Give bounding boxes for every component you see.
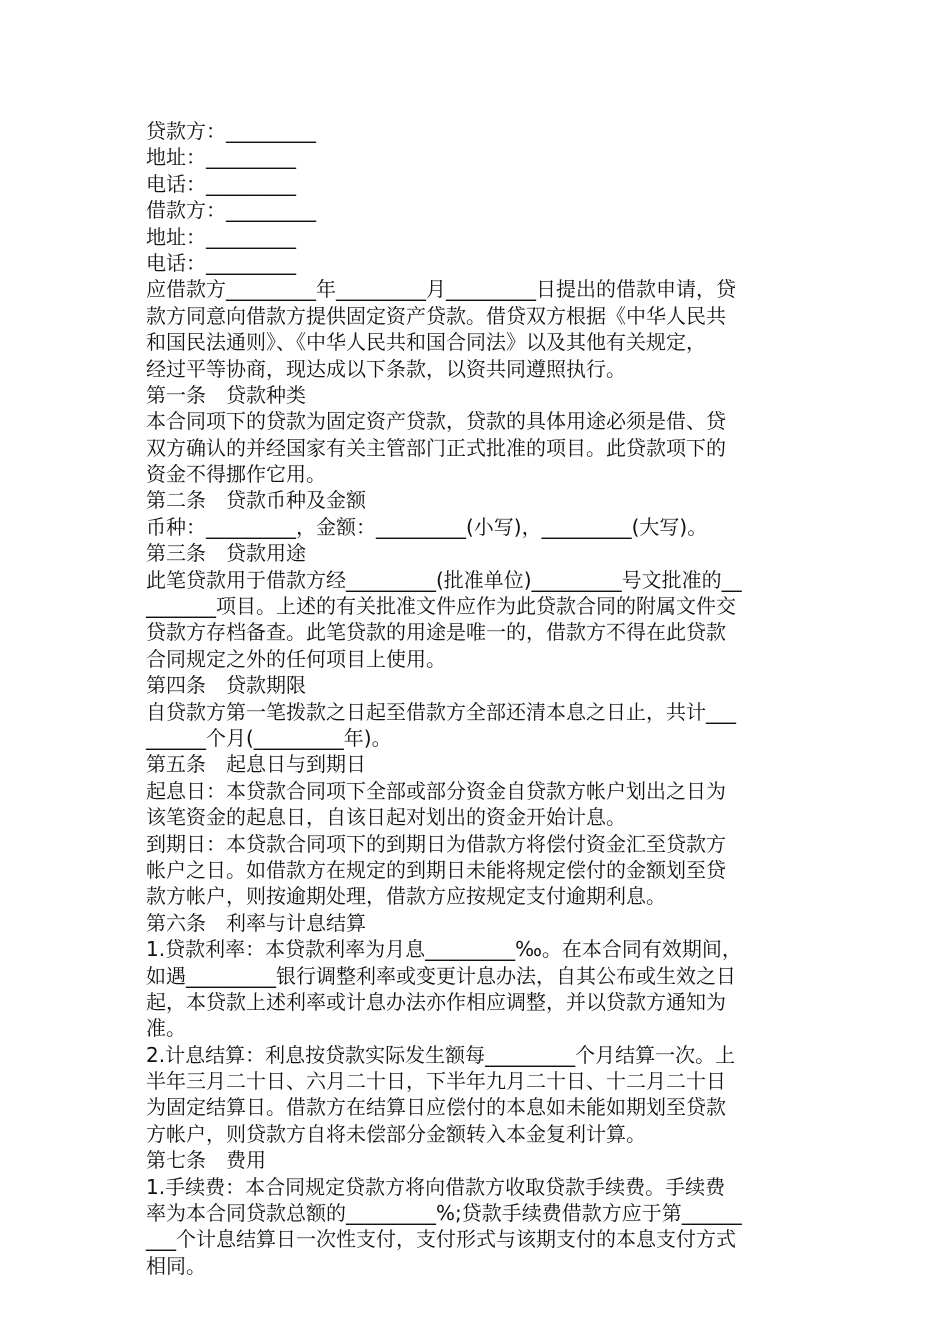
article-3-text: _______项目。上述的有关批准文件应作为此贷款合同的附属文件交 xyxy=(146,594,736,619)
article-5-text: 款方帐户，则按逾期处理，借款方应按规定支付逾期利息。 xyxy=(146,884,666,909)
borrower-phone-line: 电话：_________ xyxy=(146,250,296,275)
contract-document xyxy=(146,118,808,1279)
article-5-text: 到期日：本贷款合同项下的到期日为借款方将偿付资金汇至贷款方 xyxy=(146,831,726,856)
article-1-text: 本合同项下的贷款为固定资产贷款，贷款的具体用途必须是借、贷 xyxy=(146,409,726,434)
article-1-text: 资金不得挪作它用。 xyxy=(146,462,326,487)
article-6-text: 起，本贷款上述利率或计息办法亦作相应调整，并以贷款方通知为 xyxy=(146,989,726,1014)
article-5-text: 该笔资金的起息日，自该日起对划出的资金开始计息。 xyxy=(146,805,626,830)
article-7-heading: 第七条 费用 xyxy=(146,1148,266,1173)
article-6-text: 半年三月二十日、六月二十日，下半年九月二十日、十二月二十日 xyxy=(146,1069,726,1094)
article-6-text: 1.贷款利率：本贷款利率为月息_________‰。在本合同有效期间， xyxy=(146,937,742,962)
article-3-text: 此笔贷款用于借款方经_________(批准单位)_________号文批准的__ xyxy=(146,567,742,592)
article-7-text: 相同。 xyxy=(146,1253,206,1278)
article-2-text: 币种：_________，金额：_________(小写)，_________(大写)。 xyxy=(146,514,708,539)
article-1-heading: 第一条 贷款种类 xyxy=(146,382,306,407)
article-3-heading: 第三条 贷款用途 xyxy=(146,541,306,566)
article-6-text: 准。 xyxy=(146,1016,186,1041)
article-6-text: 如遇_________银行调整利率或变更计息办法，自其公布或生效之日 xyxy=(146,963,736,988)
article-6-text: 方帐户，则贷款方自将未偿部分金额转入本金复利计算。 xyxy=(146,1121,646,1146)
borrower-address-line: 地址：_________ xyxy=(146,224,296,249)
lender-address-line: 地址：_________ xyxy=(146,145,296,170)
article-7-text: ___个计息结算日一次性支付，支付形式与该期支付的本息支付方式 xyxy=(146,1227,736,1252)
article-6-text: 为固定结算日。借款方在结算日应偿付的本息如未能如期划至贷款 xyxy=(146,1095,726,1120)
article-6-heading: 第六条 利率与计息结算 xyxy=(146,910,366,935)
preamble-line: 经过平等协商，现达成以下条款，以资共同遵照执行。 xyxy=(146,356,626,381)
lender-name-line: 贷款方：_________ xyxy=(146,119,316,143)
article-6-text: 2.计息结算：利息按贷款实际发生额每_________个月结算一次。上 xyxy=(146,1042,736,1067)
lender-phone-line: 电话：_________ xyxy=(146,171,296,196)
article-3-text: 贷款方存档备查。此笔贷款的用途是唯一的，借款方不得在此贷款 xyxy=(146,620,726,645)
borrower-name-line: 借款方：_________ xyxy=(146,198,316,223)
article-5-heading: 第五条 起息日与到期日 xyxy=(146,752,366,777)
preamble-line: 和国民法通则》、《中华人民共和国合同法》以及其他有关规定， xyxy=(146,330,706,355)
article-1-text: 双方确认的并经国家有关主管部门正式批准的项目。此贷款项下的 xyxy=(146,435,726,460)
article-4-text: ______个月(_________年)。 xyxy=(146,725,392,750)
article-7-text: 率为本合同贷款总额的_________%;贷款手续费借款方应于第______ xyxy=(146,1201,742,1226)
article-7-text: 1.手续费：本合同规定贷款方将向借款方收取贷款手续费。手续费 xyxy=(146,1174,726,1199)
preamble-line: 应借款方_________年_________月_________日提出的借款申请，贷 xyxy=(146,277,736,302)
article-5-text: 起息日：本贷款合同项下全部或部分资金自贷款方帐户划出之日为 xyxy=(146,778,726,803)
article-4-text: 自贷款方第一笔拨款之日起至借款方全部还清本息之日止，共计___ xyxy=(146,699,736,724)
article-2-heading: 第二条 贷款币种及金额 xyxy=(146,488,366,513)
article-3-text: 合同规定之外的任何项目上使用。 xyxy=(146,646,446,671)
preamble-line: 款方同意向借款方提供固定资产贷款。借贷双方根据《中华人民共 xyxy=(146,303,726,328)
article-4-heading: 第四条 贷款期限 xyxy=(146,673,306,698)
article-5-text: 帐户之日。如借款方在规定的到期日未能将规定偿付的金额划至贷 xyxy=(146,857,726,882)
